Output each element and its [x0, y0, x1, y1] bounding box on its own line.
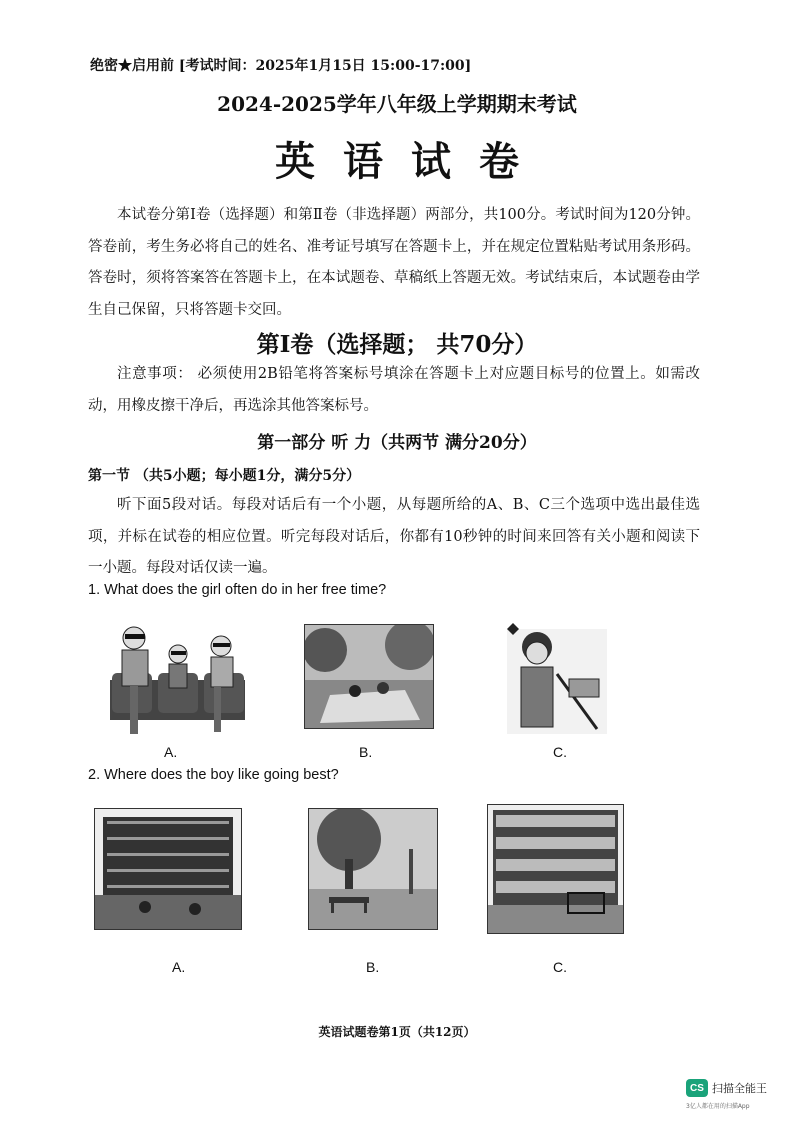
notice-paragraph: 注意事项： 必须使用2B铅笔将答案标号填涂在答题卡上对应题目标号的位置上。如需改动，用橡皮擦干净后，再选涂其他答案标号。: [88, 366, 700, 414]
q1-option-c-label: C.: [553, 744, 567, 760]
q2-option-b-image[interactable]: [308, 808, 438, 930]
cinema-audience-illustration: [110, 618, 245, 736]
section-title: 第一节 （共5小题；每小题1分，满分5分）: [88, 468, 361, 484]
question-2-text: 2. Where does the boy like going best?: [88, 767, 339, 783]
q2-option-b-label: B.: [366, 959, 380, 975]
q1-option-b-label: B.: [359, 744, 373, 760]
intro-paragraph: 本试卷分第Ⅰ卷（选择题）和第Ⅱ卷（非选择题）两部分，共100分。考试时间为120分钟。答卷前，考生务必将自己的姓名、准考证号填写在答题卡上，并在规定位置粘贴考试用条形码。答卷时，须将答案答在答题卡上，在本试题卷、草稿纸上答题无效。考试结束后，本试题卷由学生自己保留，只将答题卡交回。: [88, 207, 700, 318]
page-footer: 英语试题卷第1页（共12页）: [318, 1025, 476, 1039]
scanner-tagline: 3亿人都在用的扫描App: [686, 1103, 750, 1110]
volume-title: 第Ⅰ卷（选择题； 共70分）: [256, 331, 538, 358]
question-1-text: 1. What does the girl often do in her free time?: [88, 582, 387, 598]
girl-cleaning-illustration: [497, 619, 621, 737]
scanner-app-name: 扫描全能王: [712, 1082, 767, 1095]
q2-option-a-image[interactable]: [94, 808, 242, 930]
subject-title: 英语试卷: [275, 138, 547, 185]
park-bench-illustration: [309, 809, 437, 929]
q2-option-a-label: A.: [172, 959, 186, 975]
q1-option-a-label: A.: [164, 744, 178, 760]
q2-option-c-label: C.: [553, 959, 567, 975]
supermarket-illustration: [488, 805, 623, 933]
q1-option-c-image[interactable]: [497, 619, 621, 737]
camscanner-logo-icon: CS: [686, 1079, 708, 1097]
q1-option-a-image[interactable]: [110, 618, 245, 736]
section-instructions: 听下面5段对话。每段对话后有一个小题，从每题所给的A、B、C三个选项中选出最佳选项，并标在试卷的相应位置。听完每段对话后，你都有10秒钟的时间来回答有关小题和阅读下一小题。每段对话仅读一遍。: [88, 497, 700, 576]
q1-option-b-image[interactable]: [304, 624, 434, 729]
q2-option-c-image[interactable]: [487, 804, 624, 934]
scanner-watermark: [686, 1079, 767, 1097]
picnic-park-illustration: [305, 625, 433, 728]
confidential-header: 绝密★启用前 [考试时间：2025年1月15日 15:00-17:00]: [90, 58, 472, 74]
part-title: 第一部分 听 力（共两节 满分20分）: [257, 433, 537, 453]
library-illustration: [95, 809, 241, 929]
exam-title: 2024-2025学年八年级上学期期末考试: [217, 92, 577, 116]
